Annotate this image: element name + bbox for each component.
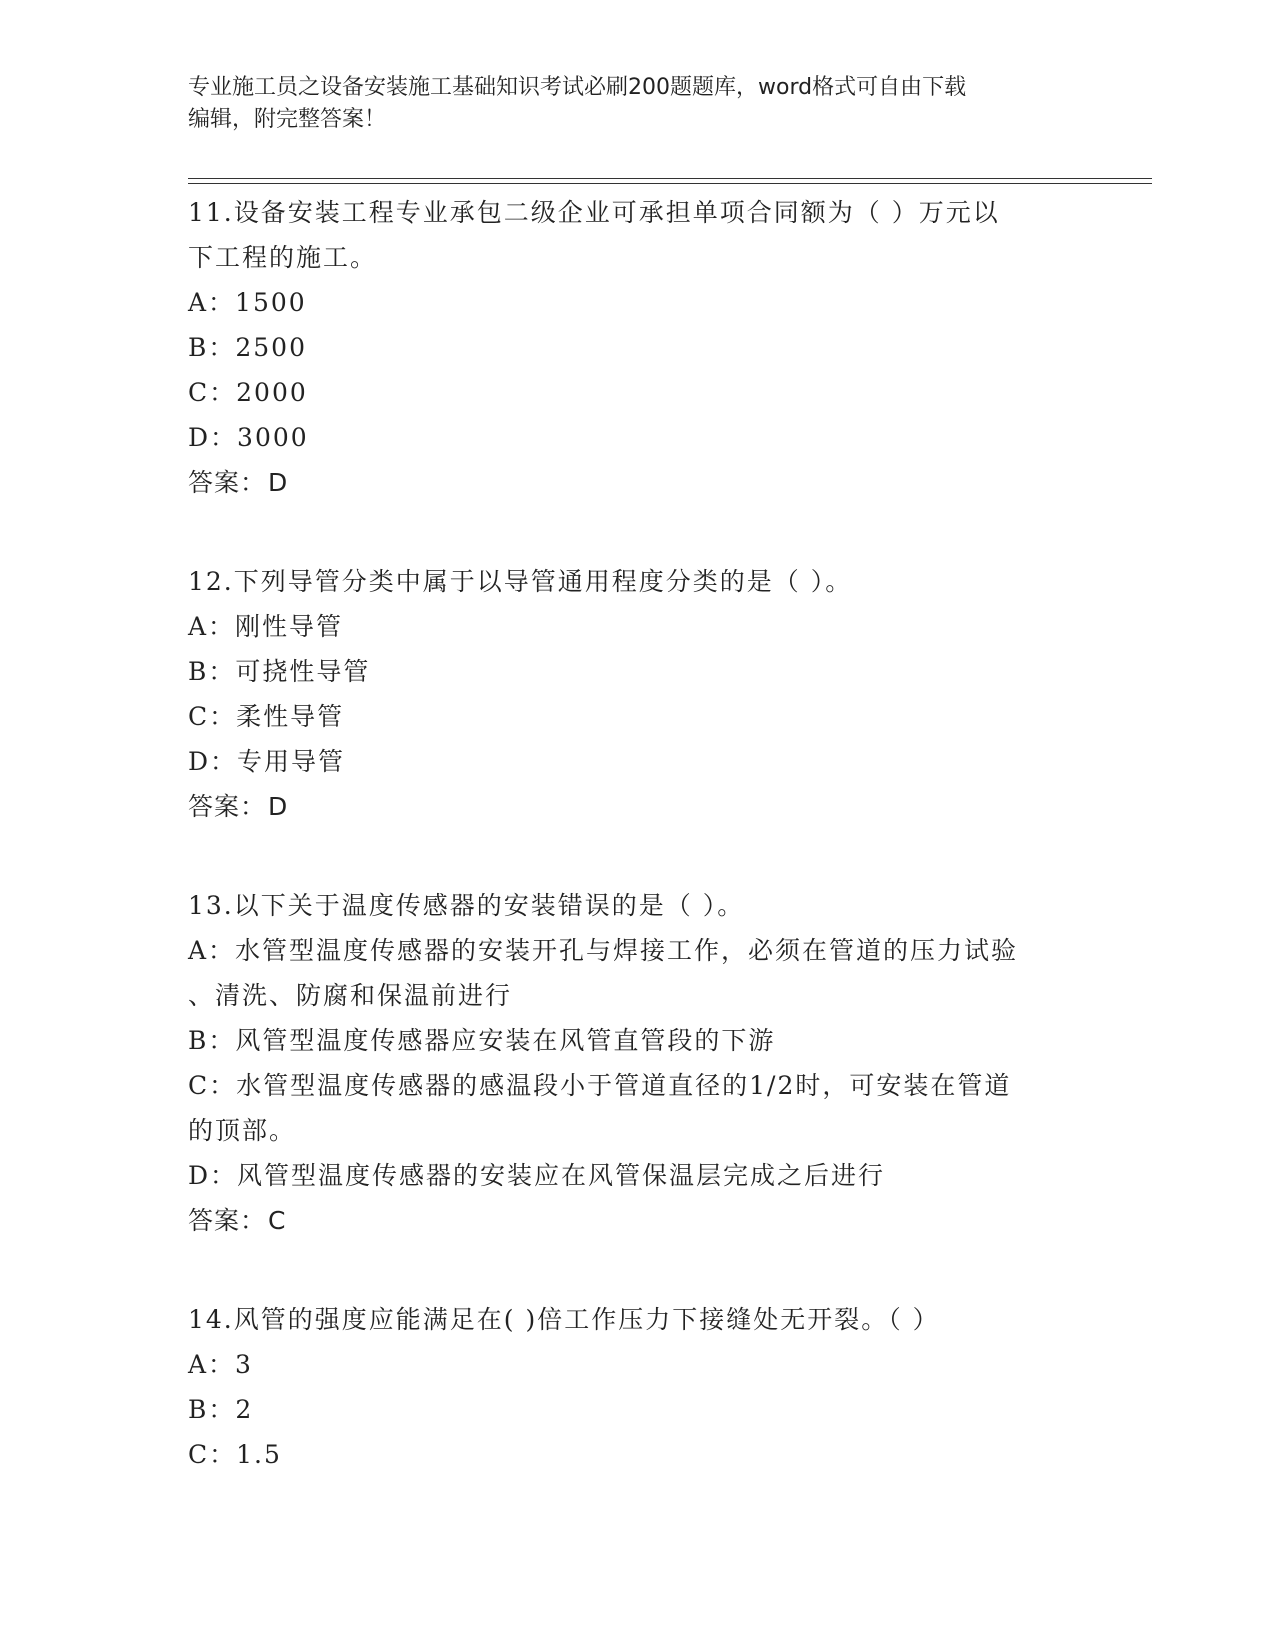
question-stem: 下工程的施工。: [188, 243, 378, 272]
option-b: B：可挠性导管: [188, 657, 371, 686]
option-c: C：柔性导管: [188, 702, 345, 731]
option-a: A：3: [188, 1350, 253, 1379]
header-divider-bottom: [188, 183, 1152, 184]
option-d: D：风管型温度传感器的安装应在风管保温层完成之后进行: [188, 1161, 886, 1190]
option-d: D：专用导管: [188, 747, 346, 776]
answer-label: 答案：: [188, 468, 267, 497]
option-d: D：3000: [188, 423, 309, 452]
option-b: B：2500: [188, 333, 307, 362]
question-stem: 13.以下关于温度传感器的安装错误的是（ ）。: [188, 891, 745, 920]
option-c: C：1.5: [188, 1440, 282, 1469]
answer-value: C: [268, 1206, 287, 1235]
answer-line: [188, 784, 1088, 829]
option-c: C：水管型温度传感器的感温段小于管道直径的1/2时，可安装在管道: [188, 1071, 1012, 1100]
question-stem: 14.风管的强度应能满足在( )倍工作压力下接缝处无开裂。（ ）: [188, 1305, 940, 1334]
answer-line: [188, 1198, 1088, 1243]
option-c-continued: 的顶部。: [188, 1116, 297, 1145]
answer-value: D: [268, 792, 289, 821]
document-header: [188, 72, 1068, 136]
option-b: B：风管型温度传感器应安装在风管直管段的下游: [188, 1026, 776, 1055]
option-a: A：1500: [188, 288, 307, 317]
question-list: [188, 190, 1088, 1531]
header-line-1: 专业施工员之设备安装施工基础知识考试必刷200题题库，word格式可自由下载: [188, 75, 967, 100]
question-14: [188, 1297, 1088, 1477]
question-13: [188, 883, 1088, 1243]
option-a: A：水管型温度传感器的安装开孔与焊接工作，必须在管道的压力试验: [188, 936, 1019, 965]
option-c: C：2000: [188, 378, 308, 407]
option-b: B：2: [188, 1395, 254, 1424]
header-line-2: 编辑，附完整答案！: [188, 107, 387, 132]
question-11: [188, 190, 1088, 505]
question-stem: 12.下列导管分类中属于以导管通用程度分类的是（ ）。: [188, 567, 853, 596]
option-a: A：刚性导管: [188, 612, 344, 641]
answer-value: D: [268, 468, 289, 497]
answer-label: 答案：: [188, 1206, 267, 1235]
answer-line: [188, 460, 1088, 505]
header-divider-top: [188, 178, 1152, 179]
option-a-continued: 、清洗、防腐和保温前进行: [188, 981, 513, 1010]
question-12: [188, 559, 1088, 829]
question-stem: 11.设备安装工程专业承包二级企业可承担单项合同额为（ ）万元以: [188, 198, 1000, 227]
answer-label: 答案：: [188, 792, 267, 821]
